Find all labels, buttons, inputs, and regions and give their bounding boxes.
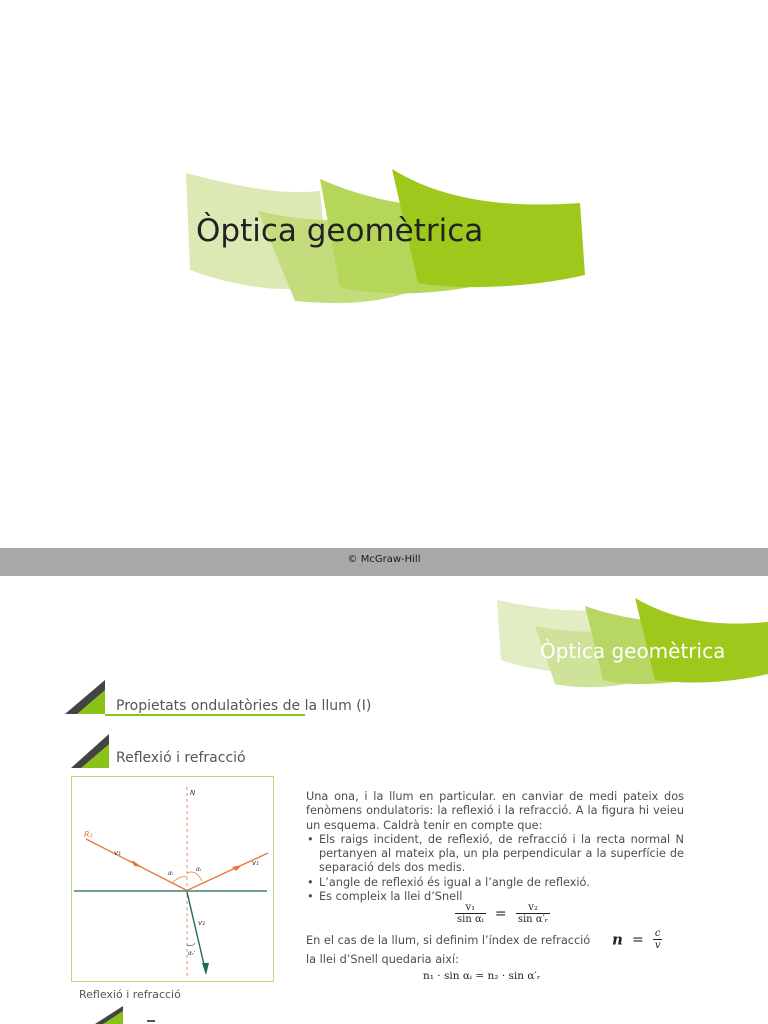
heading-triangle-icon — [65, 676, 113, 716]
bullet-item: • L’angle de reflexió és igual a l’angle de reflexió. — [306, 876, 684, 890]
label-alpha-i: αᵢ — [168, 870, 174, 877]
index-symbol: n — [612, 930, 623, 949]
refracted-ray — [187, 892, 206, 973]
body-text — [306, 790, 684, 904]
banner-title: Òptica geomètrica — [540, 639, 726, 663]
label-v2: v₂ — [198, 919, 205, 927]
label-normal: N — [190, 789, 196, 797]
slide-title: Òptica geomètrica — [196, 213, 484, 249]
bullet-item: • Els raigs incident, de reflexió, de refracció i la recta normal N pertanyen al mateix pla, un pla perpendicular a la superfície de separació dels dos medis. — [306, 833, 684, 876]
reflection-refraction-figure — [71, 776, 274, 982]
label-v1-right: v₁ — [252, 859, 259, 867]
numerator: v₂ — [516, 902, 550, 914]
snell-light-text: la llei d’Snell quedaria així: — [306, 953, 459, 966]
numerator: c — [653, 928, 663, 940]
heading-text: Reflexió i refracció — [116, 750, 246, 766]
label-ray: R₁ — [84, 830, 93, 839]
copyright-text: © McGraw-Hill — [347, 554, 421, 565]
section-heading-reflection — [65, 732, 305, 772]
bullet-item: • Es compleix la llei d’Snell — [306, 890, 684, 904]
label-alpha-r: αᵣ — [196, 866, 202, 873]
fraction-left — [455, 902, 486, 925]
slide-separator-footer — [0, 548, 768, 576]
label-v1-left: v₁ — [114, 849, 121, 857]
angle-arc-reflected — [187, 872, 202, 881]
index-formula — [612, 928, 662, 951]
snell-light-formula: n₁ · sin αᵢ = n₂ · sin α′ᵣ — [423, 970, 541, 982]
fraction — [653, 928, 663, 951]
refracted-arrow-icon — [202, 963, 209, 975]
incident-arrow-icon — [132, 860, 142, 867]
intro-paragraph: Una ona, i la llum en particular. en canviar de medi pateix dos fenòmens ondulatoris: la reflexió i la refracció. A la figura hi veieu un esquema. Caldrà tenir en compte que: — [306, 790, 684, 832]
heading-text: Propietats ondulatòries de la llum (I) — [116, 698, 372, 714]
next-heading-triangle-icon — [95, 1006, 155, 1024]
fraction-right — [516, 902, 550, 925]
heading-triangle-icon — [65, 732, 113, 770]
section-heading-properties — [65, 676, 405, 716]
figure-caption: Reflexió i refracció — [79, 988, 181, 1001]
denominator: sin α′ᵣ — [517, 914, 549, 925]
snell-formula — [455, 902, 550, 925]
denominator: v — [654, 940, 661, 951]
heading-underline — [105, 714, 305, 716]
numerator: v₁ — [455, 902, 486, 914]
content-slide — [0, 576, 768, 1024]
equals-sign: = — [494, 905, 507, 922]
index-definition-text: En el cas de la llum, si definim l’índex de refracció — [306, 934, 591, 947]
angle-arc-refracted — [187, 943, 195, 946]
label-alpha-r-prime: αᵣ' — [188, 950, 196, 957]
ray-diagram — [72, 777, 273, 981]
angle-arc-incident — [172, 877, 187, 883]
equals-sign: = — [632, 931, 644, 948]
denominator: sin αᵢ — [457, 914, 484, 925]
reflected-arrow-icon — [232, 865, 242, 871]
